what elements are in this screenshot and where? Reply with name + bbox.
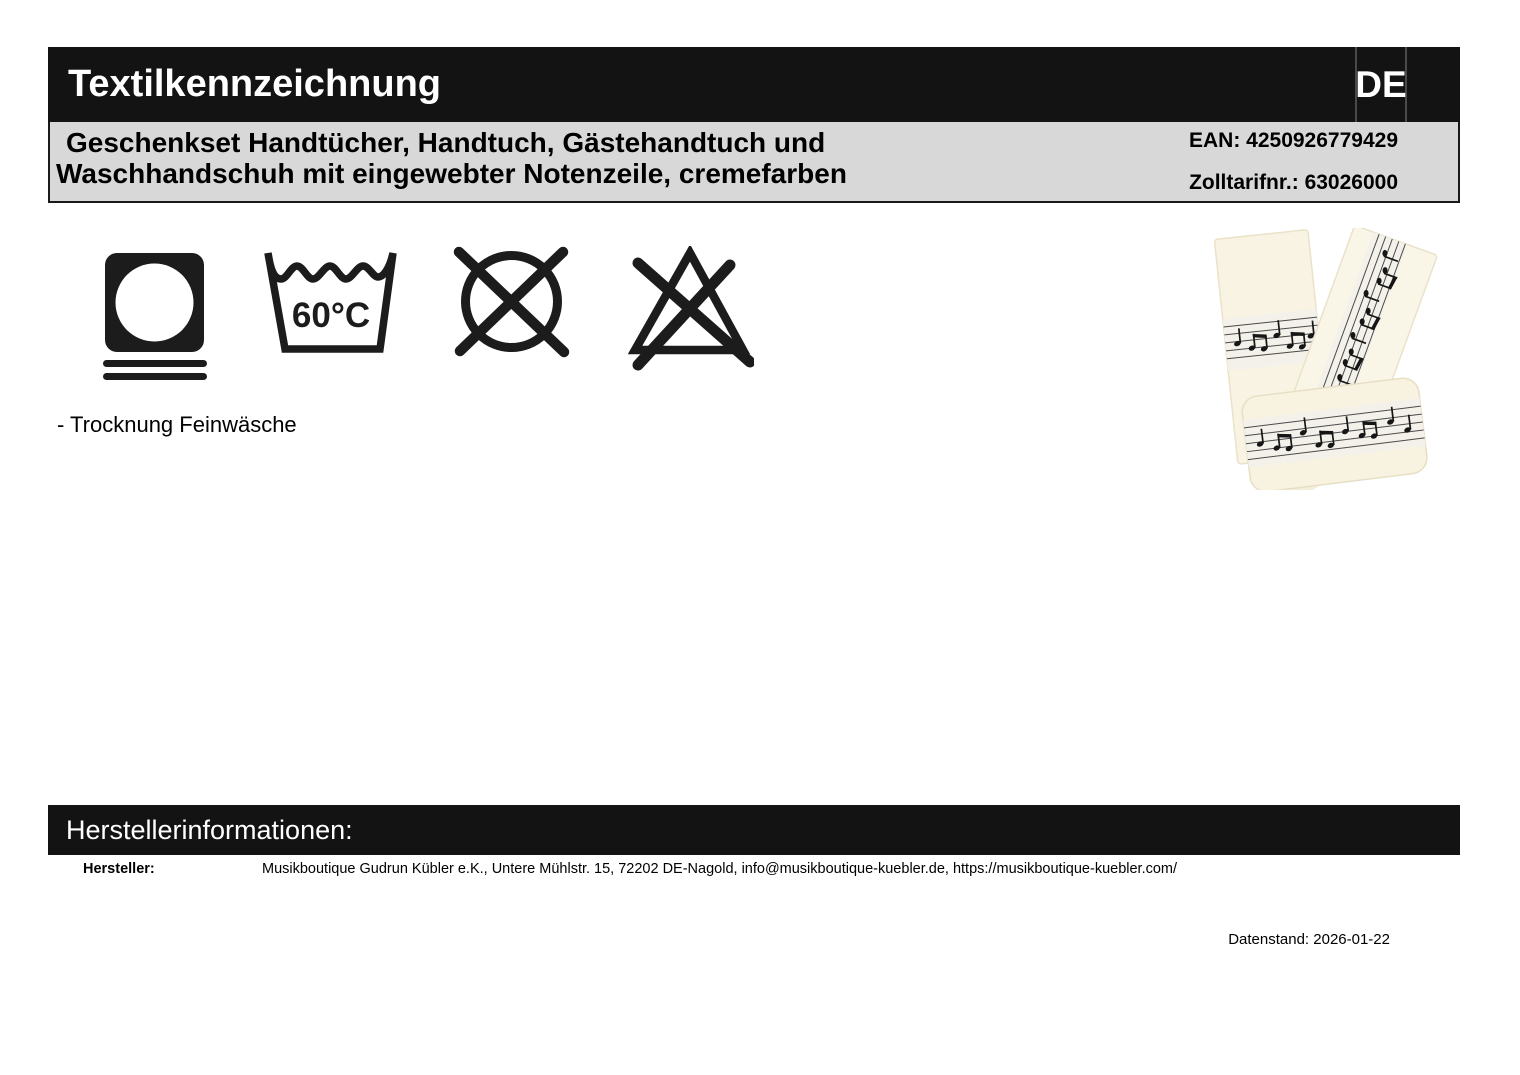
product-name-line2: Waschhandschuh mit eingewebter Notenzeile, cremefarben: [56, 158, 847, 189]
ean-code: EAN: 4250926779429: [1189, 129, 1398, 152]
product-header: [48, 122, 1460, 203]
manufacturer-section-bar: [48, 805, 1460, 855]
header-block: [48, 47, 1460, 203]
product-codes: [1189, 129, 1398, 195]
page-title: Textilkennzeichnung: [68, 63, 442, 105]
customs-tariff-number: Zolltarifnr.: 63026000: [1189, 171, 1398, 194]
manufacturer-value: Musikboutique Gudrun Kübler e.K., Untere Mühlstr. 15, 72202 DE-Nagold, info@musikboutique-kuebler.de, https://musikboutique-kuebler.com/: [262, 861, 1178, 877]
language-badge: DE: [1355, 47, 1407, 122]
do-not-dry-clean-icon: [450, 246, 570, 362]
data-status: Datenstand: 2026-01-22: [1228, 931, 1390, 948]
title-bar: [48, 47, 1460, 122]
manufacturer-label: Hersteller:: [83, 861, 155, 877]
manufacturer-section-heading: Herstellerinformationen:: [66, 814, 353, 845]
care-note: - Trocknung Feinwäsche: [57, 412, 297, 437]
product-photo: [1212, 228, 1460, 490]
wash-60-icon: [261, 249, 397, 357]
wash-temperature-label: 60°C: [291, 296, 371, 335]
do-not-bleach-icon: [628, 246, 754, 372]
product-name-line1: Geschenkset Handtücher, Handtuch, Gästehandtuch und: [66, 127, 826, 158]
tumble-dry-gentle-icon: [100, 250, 210, 383]
